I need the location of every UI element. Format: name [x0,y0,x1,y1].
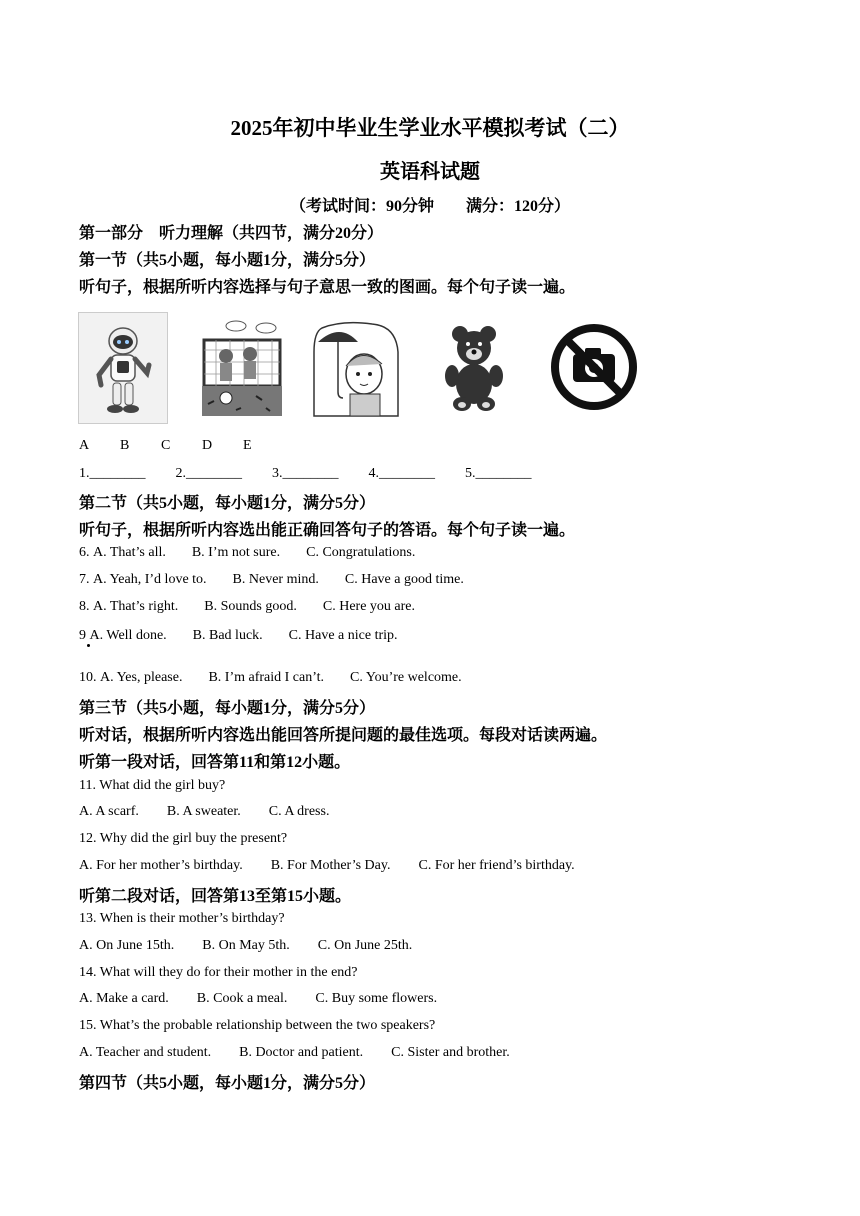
option-b[interactable]: B. Never mind. [232,572,319,587]
question-12-text: 12. Why did the girl buy the present? [79,831,288,846]
question-8 [79,599,415,615]
option-a[interactable]: A. Yes, please. [100,670,183,685]
stray-dot [87,644,90,647]
question-10 [79,670,462,686]
option-c[interactable]: C. For her friend’s birthday. [418,858,575,873]
question-number: 7. [79,572,90,587]
section1-heading: 第一节（共5小题，每小题1分，满分5分） [79,252,376,269]
option-b[interactable]: B. For Mother’s Day. [270,858,391,873]
option-b[interactable]: B. Bad luck. [192,628,263,643]
answer-blank-1[interactable]: 1.________ [79,466,146,481]
boy-umbrella-icon [312,312,400,422]
option-b[interactable]: B. I’m afraid I can’t. [208,670,325,685]
question-7 [79,572,464,588]
option-a[interactable]: A. For her mother’s birthday. [79,858,243,873]
picture-letter-a: A [79,438,90,453]
option-c[interactable]: C. Congratulations. [306,545,416,560]
question-9 [79,628,398,644]
robot-icon [78,312,168,424]
teddy-bear-icon [430,312,518,422]
option-a[interactable]: A. Teacher and student. [79,1045,212,1060]
part1-heading: 第一部分 听力理解（共四节，满分20分） [79,225,384,242]
option-c[interactable]: C. Have a nice trip. [288,628,398,643]
question-15-text: 15. What’s the probable relationship between the two speakers? [79,1018,436,1033]
option-a[interactable]: A. That’s all. [93,545,166,560]
question-14-options [79,991,437,1007]
question-number: 6. [79,545,90,560]
option-a[interactable]: A. On June 15th. [79,938,175,953]
section4-heading: 第四节（共5小题，每小题1分，满分5分） [79,1075,376,1092]
answer-blank-2[interactable]: 2.________ [175,466,242,481]
option-a[interactable]: A. A scarf. [79,804,139,819]
option-b[interactable]: B. I’m not sure. [191,545,281,560]
option-a[interactable]: A. Well done. [89,628,167,643]
option-a[interactable]: A. Yeah, I’d love to. [93,572,207,587]
question-number: 10. [79,670,97,685]
option-b[interactable]: B. Sounds good. [204,599,297,614]
no-camera-icon [549,312,639,422]
section2-instruction: 听句子，根据所听内容选出能正确回答句子的答语。每个句子读一遍。 [79,522,576,539]
section3-instruction: 听对话，根据所听内容选出能回答所提问题的最佳选项。每段对话读两遍。 [79,727,608,744]
children-soccer-icon [196,312,284,422]
question-11-text: 11. What did the girl buy? [79,778,226,793]
exam-subject: 英语科试题 [380,161,480,183]
question-number: 9 [79,628,86,643]
option-b[interactable]: B. A sweater. [166,804,241,819]
section1-instruction: 听句子，根据所听内容选择与句子意思一致的图画。每个句子读一遍。 [79,279,576,296]
option-c[interactable]: C. On June 25th. [317,938,413,953]
question-13-text: 13. When is their mother’s birthday? [79,911,285,926]
option-c[interactable]: C. Buy some flowers. [315,991,438,1006]
section3-heading: 第三节（共5小题，每小题1分，满分5分） [79,700,376,717]
answer-blank-3[interactable]: 3.________ [272,466,339,481]
picture-letter-d: D [202,438,213,453]
section2-heading: 第二节（共5小题，每小题1分，满分5分） [79,495,376,512]
option-b[interactable]: B. Doctor and patient. [239,1045,364,1060]
picture-letter-e: E [243,438,252,453]
answer-blank-4[interactable]: 4.________ [368,466,435,481]
dialog1-intro: 听第一段对话，回答第11和第12小题。 [79,754,351,771]
option-c[interactable]: C. Have a good time. [344,572,464,587]
question-14-text: 14. What will they do for their mother in the end? [79,965,358,980]
option-c[interactable]: C. Here you are. [322,599,416,614]
question-12-options [79,858,575,874]
answer-blank-5[interactable]: 5.________ [465,466,532,481]
question-number: 8. [79,599,90,614]
option-c[interactable]: C. A dress. [268,804,330,819]
option-c[interactable]: C. Sister and brother. [391,1045,510,1060]
dialog2-intro: 听第二段对话，回答第13至第15小题。 [79,888,352,905]
exam-title: 2025年初中毕业生学业水平模拟考试（二） [230,116,630,140]
option-a[interactable]: A. Make a card. [79,991,169,1006]
picture-letters [79,438,284,454]
question-6 [79,545,415,561]
question-15-options [79,1045,510,1061]
question-11-options [79,804,329,820]
question-13-options [79,938,412,954]
picture-letter-c: C [161,438,171,453]
exam-info: （考试时间：90分钟 满分：120分） [289,198,570,215]
picture-letter-b: B [120,438,130,453]
option-c[interactable]: C. You’re welcome. [350,670,462,685]
option-b[interactable]: B. On May 5th. [202,938,290,953]
option-a[interactable]: A. That’s right. [93,599,179,614]
option-b[interactable]: B. Cook a meal. [196,991,288,1006]
answer-blanks [79,466,562,482]
